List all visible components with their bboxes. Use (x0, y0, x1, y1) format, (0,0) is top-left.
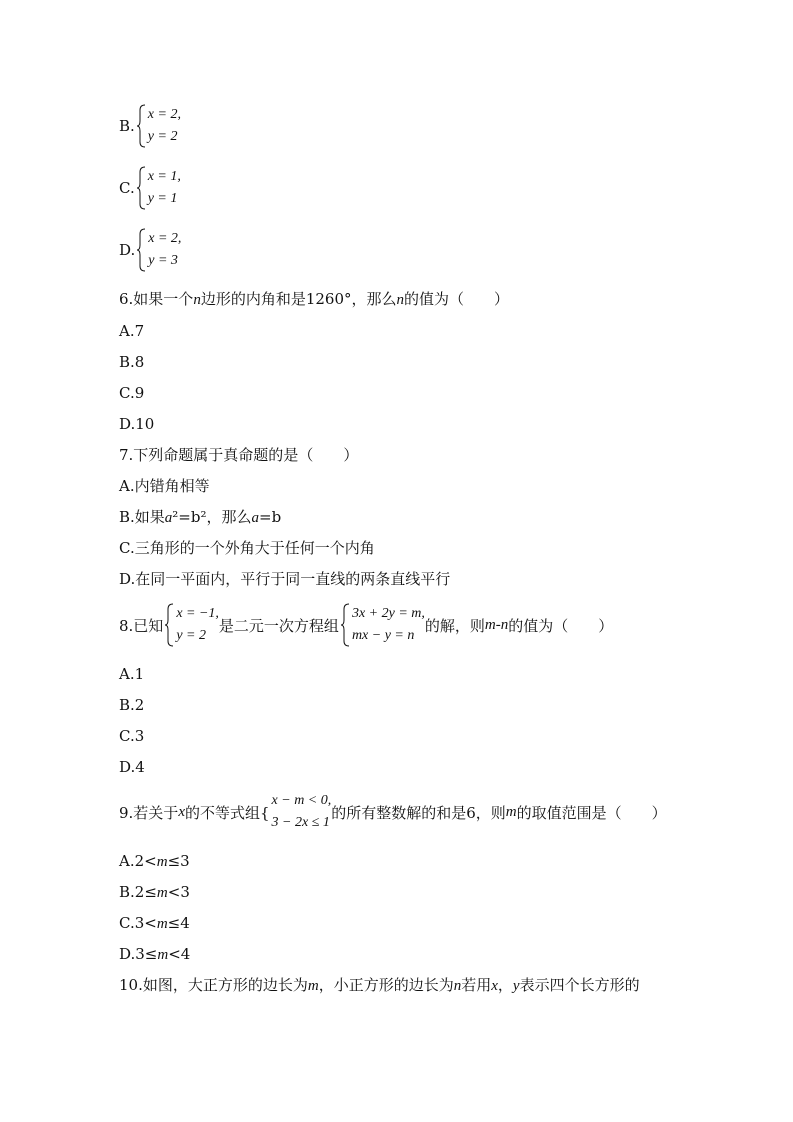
equation-line: y = 1 (147, 191, 178, 206)
inequality-line: 3 − 2x ≤ 1 (271, 815, 330, 830)
option-text: B.2≤ (119, 883, 157, 901)
stem-text: 若用 (461, 976, 492, 994)
stem-text: 的不等式组{ (184, 803, 270, 822)
variable: n (453, 978, 462, 994)
stem-text: 9.若关于 (119, 803, 179, 822)
q6-option-a: A.7 (119, 322, 145, 340)
option-text: D.3≤ (119, 945, 158, 963)
option-text: C.3< (119, 914, 157, 932)
option-text: ≤3 (167, 852, 190, 870)
variable: m (156, 916, 168, 932)
q9-option-d (119, 944, 190, 965)
variable: x (178, 803, 185, 820)
stem-text: 的所有整数解的和是6，则 (331, 803, 506, 822)
stem-text: 的值为（ ） (508, 616, 614, 635)
stem-text: 8.已知 (119, 616, 164, 635)
option-text: ²=b²，那么 (172, 508, 252, 526)
q8-option-a: A.1 (119, 665, 145, 683)
equation-system (136, 228, 181, 272)
brace-icon (340, 603, 350, 647)
q6-option-b: B.8 (119, 353, 145, 371)
variable: x (491, 978, 498, 994)
variable: m (505, 803, 517, 820)
stem-text: 的值为（ ） (404, 290, 510, 308)
q8-stem (119, 603, 613, 647)
stem-text: 的解，则 (424, 616, 485, 635)
equation-system (136, 104, 181, 148)
variable: y (512, 978, 520, 994)
q9-option-c (119, 913, 190, 934)
brace-icon (164, 603, 174, 647)
brace-icon (136, 228, 146, 272)
q8-option-d: D.4 (119, 758, 145, 776)
q7-option-d: D.在同一平面内，平行于同一直线的两条直线平行 (119, 570, 451, 588)
equation-system (164, 603, 219, 647)
option-text: A.2< (119, 852, 157, 870)
variable: m (156, 885, 168, 901)
variable: n (193, 292, 201, 308)
stem-text: 边形的内角和是1260°，那么 (200, 290, 397, 308)
q10-stem (119, 975, 640, 996)
variable: m (157, 947, 169, 963)
variable: n (396, 292, 404, 308)
equation-line: y = 3 (148, 253, 178, 268)
q7-stem: 7.下列命题属于真命题的是（ ） (119, 446, 359, 464)
q9-stem (119, 790, 667, 834)
stem-text: 是二元一次方程组 (218, 616, 339, 635)
equation-line: x = 1, (147, 169, 181, 184)
option-text: B.如果 (119, 508, 165, 526)
equation-line: x = 2, (148, 231, 182, 246)
variable: m (307, 978, 319, 994)
equation-system (340, 603, 425, 647)
brace-icon (136, 104, 146, 148)
stem-text: 表示四个长方形的 (519, 976, 640, 994)
q9-option-a (119, 851, 190, 872)
q6-option-d: D.10 (119, 415, 155, 433)
q8-option-b: B.2 (119, 696, 145, 714)
q6-option-c: C.9 (119, 384, 145, 402)
option-text: =b (259, 508, 282, 526)
q5-option-d (119, 228, 181, 272)
q5-option-c (119, 166, 181, 210)
stem-text: 的取值范围是（ ） (516, 803, 667, 822)
inequality-system (272, 790, 332, 834)
option-text: ≤4 (167, 914, 190, 932)
stem-text: 10.如图，大正方形的边长为 (119, 976, 308, 994)
stem-text: ， (497, 976, 513, 994)
variable: m (156, 854, 168, 870)
q7-option-a: A.内错角相等 (119, 477, 210, 495)
q6-stem (119, 289, 509, 310)
q7-option-b (119, 507, 281, 528)
variable: m-n (484, 616, 509, 633)
equation-line: y = 2 (176, 628, 206, 643)
q7-option-c: C.三角形的一个外角大于任何一个内角 (119, 539, 375, 557)
equation-line: mx − y = n (351, 628, 415, 643)
equation-line: 3x + 2y = m, (351, 606, 425, 621)
q5-option-b (119, 104, 181, 148)
brace-icon (136, 166, 146, 210)
equation-system (136, 166, 181, 210)
equation-line: x = 2, (147, 107, 181, 122)
option-text: <4 (168, 945, 191, 963)
variable: a (251, 510, 259, 526)
equation-line: x = −1, (176, 606, 219, 621)
q9-option-b (119, 882, 190, 903)
option-label: D. (119, 241, 136, 259)
option-text: <3 (167, 883, 190, 901)
equation-line: y = 2 (147, 129, 178, 144)
option-label: B. (119, 117, 135, 135)
variable: a (164, 510, 173, 526)
inequality-line: x − m < 0, (271, 793, 332, 808)
q8-option-c: C.3 (119, 727, 145, 745)
stem-text: 6.如果一个 (119, 290, 194, 308)
option-label: C. (119, 179, 135, 197)
stem-text: ，小正方形的边长为 (318, 976, 454, 994)
